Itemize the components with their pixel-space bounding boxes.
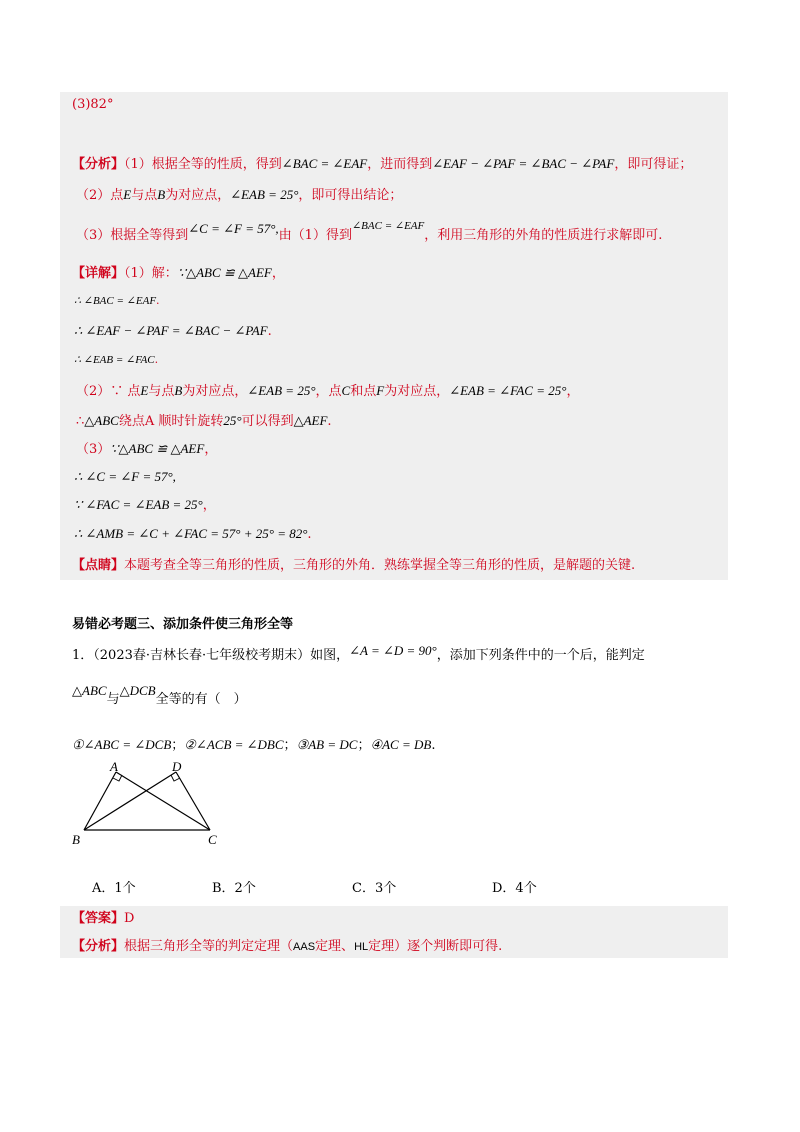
analysis-line-1: 【分析】（1）根据全等的性质，得到∠BAC = ∠EAF，进而得到∠EAF − ∠PAF = ∠BAC − ∠PAF，即可得证； bbox=[72, 156, 693, 172]
answer-item-3: (3)82° bbox=[72, 97, 114, 112]
question-1-line-2: △ABC与△DCB全等的有（ ） bbox=[72, 683, 247, 707]
detail-line-6: ∴△ABC绕点A 顺时针旋转25°可以得到△AEF. bbox=[76, 413, 332, 429]
answer-value: D bbox=[124, 911, 135, 926]
label-B: B bbox=[72, 832, 80, 847]
detail-line-2: ∴ ∠BAC = ∠EAF. bbox=[74, 294, 160, 307]
label-A: A bbox=[110, 760, 118, 774]
detail-line-3: ∴ ∠EAF − ∠PAF = ∠BAC − ∠PAF. bbox=[74, 323, 272, 339]
detail-line-8: ∴ ∠C = ∠F = 57°, bbox=[74, 469, 176, 484]
option-b[interactable]: B．2个 bbox=[212, 881, 256, 896]
detail-line-5: （2）∵ 点E与点B为对应点，∠EAB = 25°，点C和点F为对应点，∠EAB = ∠FAC = 25°， bbox=[76, 383, 580, 399]
option-a[interactable]: A．1个 bbox=[92, 881, 136, 896]
analysis-line-2: （2）点E与点B为对应点，∠EAB = 25°，即可得出结论； bbox=[76, 187, 403, 203]
label-D: D bbox=[172, 760, 182, 774]
option-c[interactable]: C．3个 bbox=[352, 881, 397, 896]
comment-tag: 【点睛】 bbox=[72, 558, 125, 573]
section-title: 易错必考题三、添加条件使三角形全等 bbox=[72, 617, 294, 632]
detail-line-9: ∵ ∠FAC = ∠EAB = 25°， bbox=[74, 497, 216, 513]
detail-line-7: （3）∵△ABC ≌ △AEF， bbox=[76, 441, 218, 457]
question-1-line-1: 1．（2023春·吉林长春·七年级校考期末）如图，∠A = ∠D = 90°，添加下列条件中的一个后，能判定 bbox=[72, 643, 645, 663]
comment-line: 【点睛】本题考查全等三角形的性质，三角形的外角．熟练掌握全等三角形的性质，是解题的关键. bbox=[72, 558, 636, 573]
detail-line-4: ∴ ∠EAB = ∠FAC. bbox=[74, 353, 159, 366]
detail-line-10: ∴ ∠AMB = ∠C + ∠FAC = 57° + 25° = 82°. bbox=[74, 526, 312, 542]
analysis-line-q1: 【分析】根据三角形全等的判定定理（AAS定理、HL定理）逐个判断即可得. bbox=[72, 939, 503, 954]
question-1-conditions: ①∠ABC = ∠DCB；②∠ACB = ∠DBC；③AB = DC；④AC = DB. bbox=[72, 737, 436, 753]
analysis-tag: 【分析】 bbox=[72, 157, 125, 172]
detail-line-1: 【详解】（1）解：∵△ABC ≌ △AEF， bbox=[72, 265, 285, 281]
analysis-line-3: （3）根据全等得到∠C = ∠F = 57°,由（1）得到$^{\angle BAC = \angle EAF}$，利用三角形的外角的性质进行求解即可. bbox=[76, 220, 663, 243]
answer-tag: 【答案】 bbox=[72, 911, 125, 926]
option-d[interactable]: D．4个 bbox=[492, 881, 537, 896]
label-C: C bbox=[208, 832, 217, 847]
detail-tag: 【详解】 bbox=[72, 266, 125, 281]
answer-line bbox=[72, 910, 134, 928]
geometry-figure bbox=[68, 760, 228, 850]
